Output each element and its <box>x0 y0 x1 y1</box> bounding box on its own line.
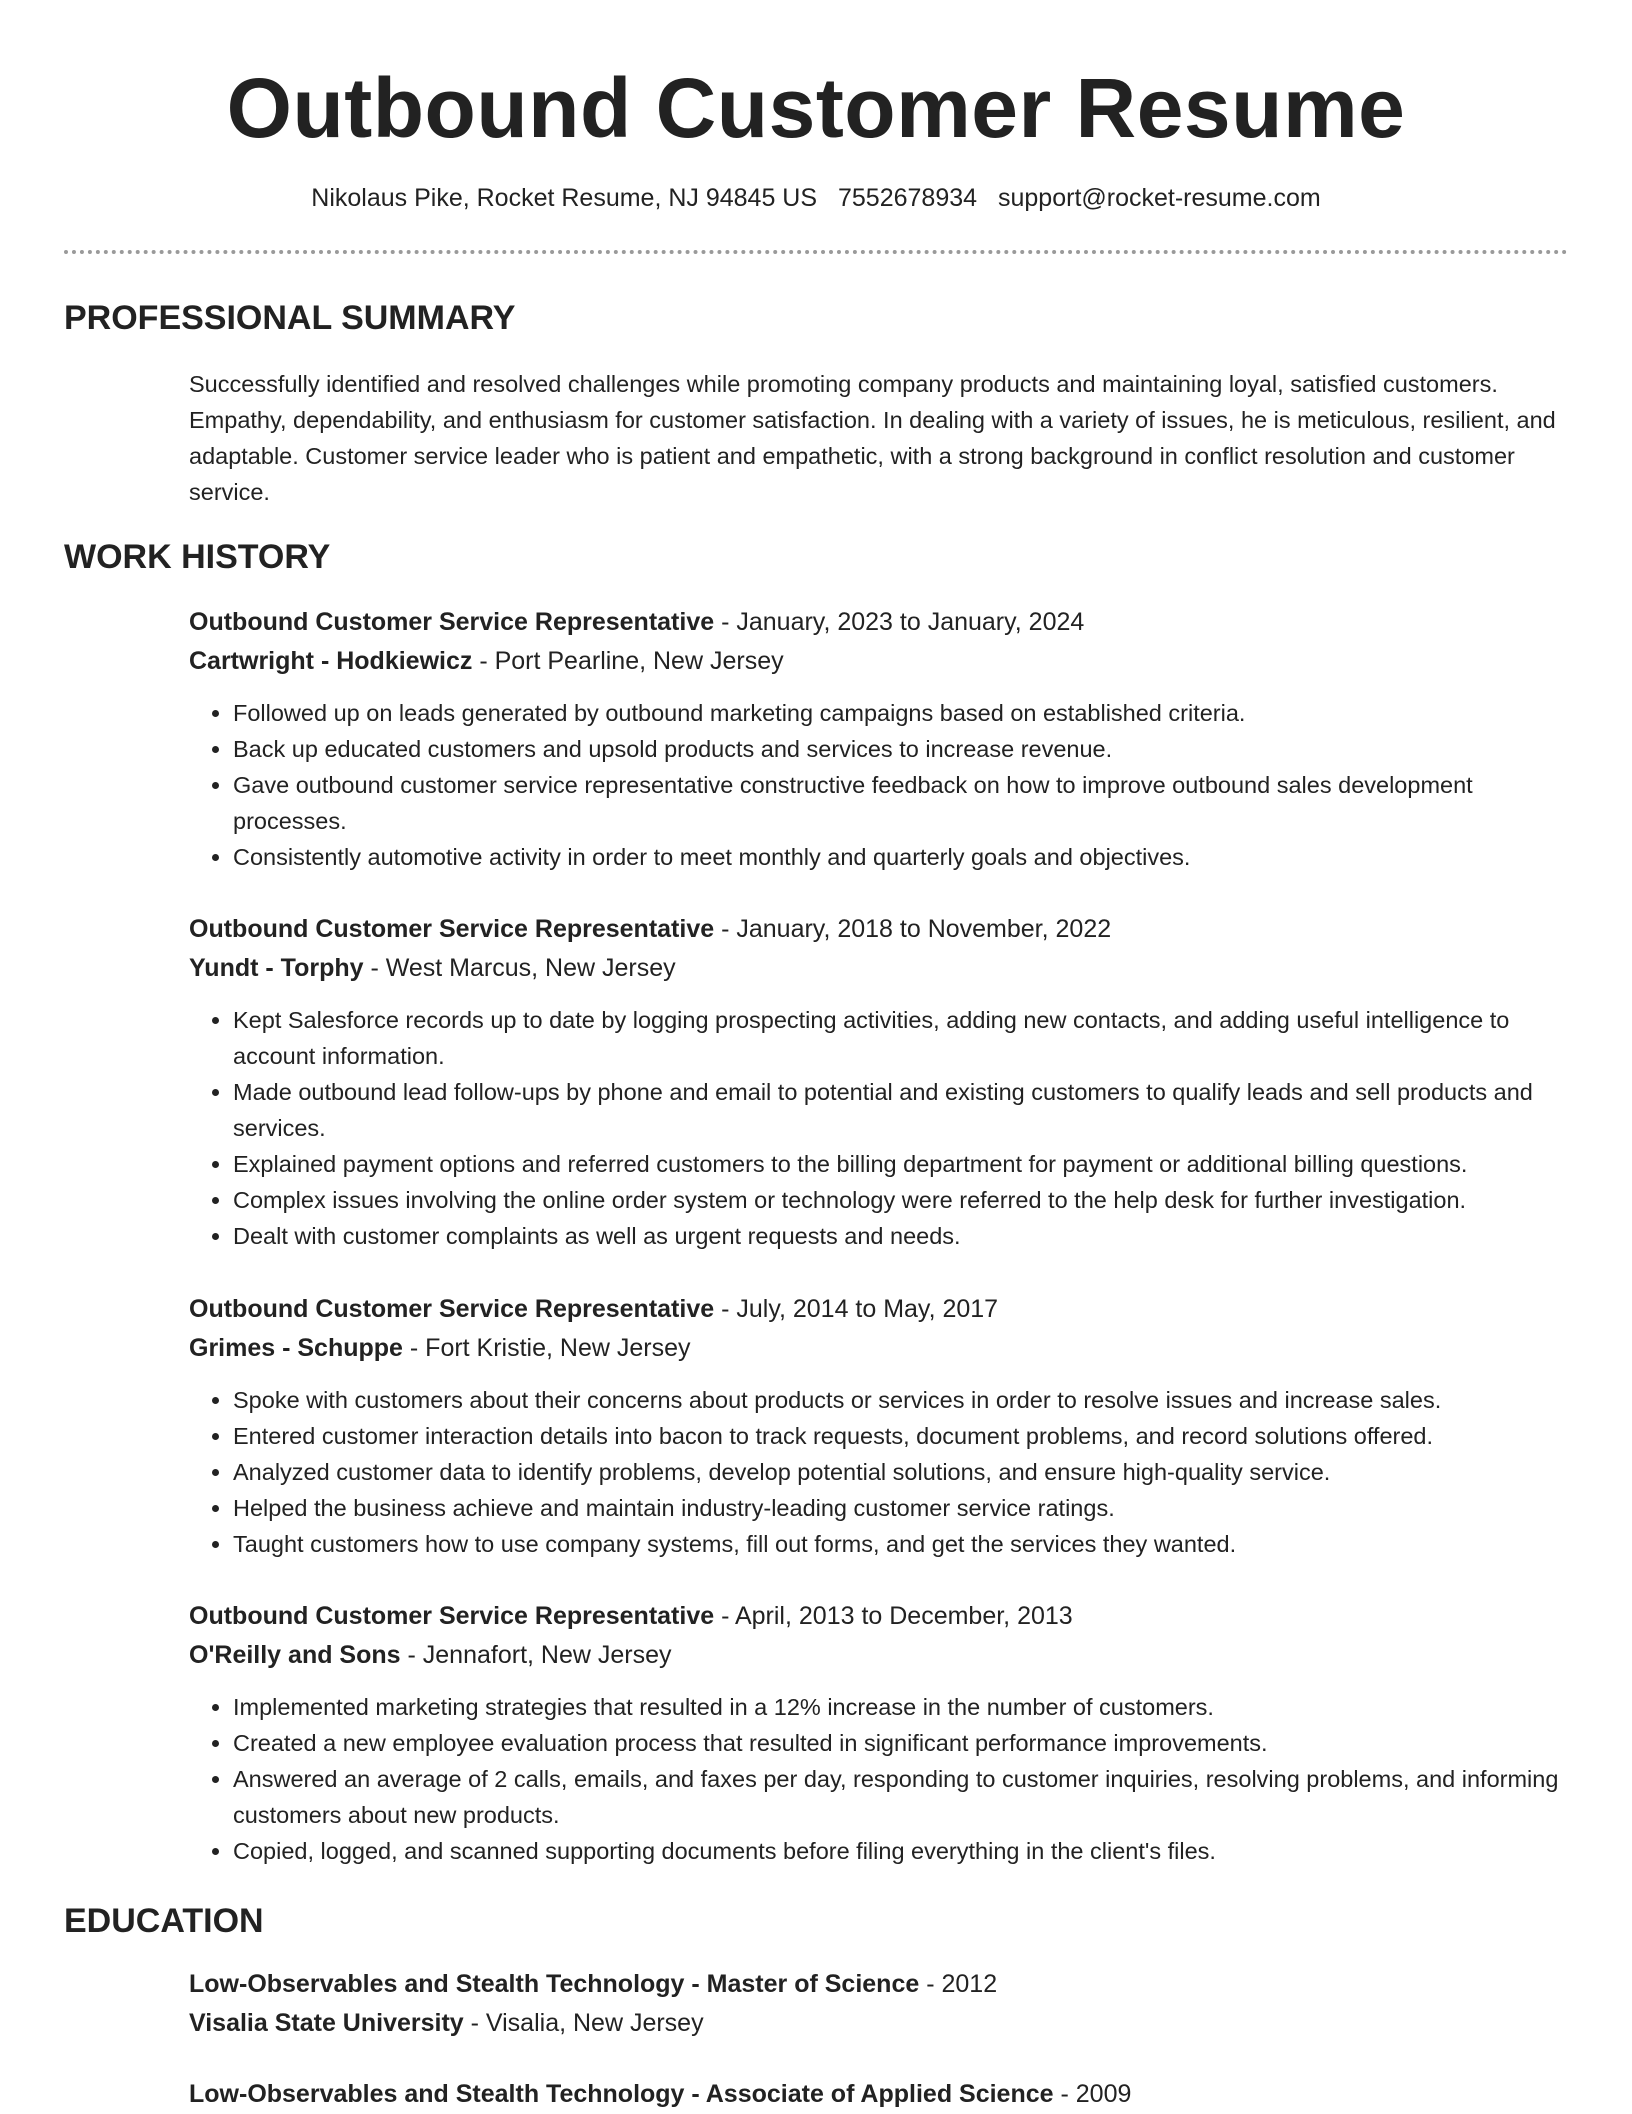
job-dates: - April, 2013 to December, 2013 <box>714 1602 1073 1630</box>
education-degree: Low-Observables and Stealth Technology - Associate of Applied Science <box>189 2080 1054 2108</box>
list-item: • Helped the business achieve and maintain industry-leading customer service ratings. <box>233 1490 1569 1526</box>
section-heading-work-history: WORK HISTORY <box>64 538 331 576</box>
resume-title: Outbound Customer Resume <box>226 61 1406 155</box>
job-company-line <box>189 1329 1569 1368</box>
education-year: - 2012 <box>919 1970 998 1998</box>
list-item: • Complex issues involving the online order system or technology were referred to the help desk for further investigation. <box>233 1182 1569 1218</box>
education-school: Visalia State University <box>189 2009 464 2037</box>
education-degree-line <box>189 2075 1569 2114</box>
list-item: • Created a new employee evaluation process that resulted in significant performance improvements. <box>233 1725 1569 1761</box>
list-item: • Entered customer interaction details into bacon to track requests, document problems, and record solutions offered. <box>233 1418 1569 1454</box>
list-item: • Spoke with customers about their concerns about products or services in order to resolve issues and increase sales. <box>233 1382 1569 1418</box>
job-title: Outbound Customer Service Representative <box>189 608 715 636</box>
job-bullets <box>189 695 1569 875</box>
contact-phone: 7552678934 <box>838 184 978 212</box>
job-title-line <box>189 603 1569 642</box>
list-item: • Explained payment options and referred customers to the billing department for payment or additional billing questions. <box>233 1146 1569 1182</box>
list-item: • Copied, logged, and scanned supporting documents before filing everything in the client's files. <box>233 1833 1569 1869</box>
job-entry <box>189 1597 1569 1869</box>
contact-email: support@rocket-resume.com <box>998 184 1321 212</box>
job-bullets <box>189 1689 1569 1869</box>
job-company: Grimes - Schuppe <box>189 1334 403 1362</box>
section-heading-summary: PROFESSIONAL SUMMARY <box>64 299 516 337</box>
education-location: - Visalia, New Jersey <box>463 2009 704 2037</box>
list-item: • Implemented marketing strategies that resulted in a 12% increase in the number of customers. <box>233 1689 1569 1725</box>
job-dates: - July, 2014 to May, 2017 <box>714 1295 999 1323</box>
job-company-line <box>189 1636 1569 1675</box>
job-dates: - January, 2018 to November, 2022 <box>714 915 1112 943</box>
list-item: • Answered an average of 2 calls, emails, and faxes per day, responding to customer inquiries, resolving problems, and informing customers about new products. <box>233 1761 1569 1833</box>
job-location: - Port Pearline, New Jersey <box>472 647 784 675</box>
education-school-line <box>189 2004 1569 2043</box>
job-entry <box>189 910 1569 1254</box>
contact-line <box>0 180 1632 216</box>
list-item: • Kept Salesforce records up to date by logging prospecting activities, adding new contacts, and adding useful intelligence to account information. <box>233 1002 1569 1074</box>
job-title-line <box>189 910 1569 949</box>
job-title-line <box>189 1597 1569 1636</box>
job-location: - Jennafort, New Jersey <box>400 1641 672 1669</box>
contact-address: Nikolaus Pike, Rocket Resume, NJ 94845 US <box>311 184 818 212</box>
job-title-line <box>189 1290 1569 1329</box>
job-company: Yundt - Torphy <box>189 954 364 982</box>
section-heading-education: EDUCATION <box>64 1902 264 1940</box>
job-location: - West Marcus, New Jersey <box>363 954 676 982</box>
job-dates: - January, 2023 to January, 2024 <box>714 608 1085 636</box>
education-degree-line <box>189 1965 1569 2004</box>
job-title: Outbound Customer Service Representative <box>189 1295 715 1323</box>
list-item: • Made outbound lead follow-ups by phone and email to potential and existing customers to qualify leads and sell products and services. <box>233 1074 1569 1146</box>
education-entry <box>189 2075 1569 2114</box>
list-item: • Taught customers how to use company systems, fill out forms, and get the services they wanted. <box>233 1526 1569 1562</box>
job-bullets <box>189 1002 1569 1254</box>
job-entry <box>189 603 1569 875</box>
job-company-line <box>189 949 1569 988</box>
summary-text: Successfully identified and resolved challenges while promoting company products and maintaining loyal, satisfied customers. Empathy, dependability, and enthusiasm for customer satisfaction. In dealing with a variety of issues, he is meticulous, resilient, and adaptable. Customer service leader who is patient and empathetic, with a strong background in conflict resolution and customer service. <box>189 371 1556 505</box>
job-bullets <box>189 1382 1569 1562</box>
job-entry <box>189 1290 1569 1562</box>
list-item: • Back up educated customers and upsold products and services to increase revenue. <box>233 731 1569 767</box>
list-item: • Dealt with customer complaints as well as urgent requests and needs. <box>233 1218 1569 1254</box>
list-item: • Followed up on leads generated by outbound marketing campaigns based on established criteria. <box>233 695 1569 731</box>
job-company-line <box>189 642 1569 681</box>
job-title: Outbound Customer Service Representative <box>189 1602 715 1630</box>
job-company: Cartwright - Hodkiewicz <box>189 647 473 675</box>
list-item: • Gave outbound customer service representative constructive feedback on how to improve outbound sales development processes. <box>233 767 1569 839</box>
header-divider <box>64 250 1568 254</box>
education-entry <box>189 1965 1569 2043</box>
list-item: • Analyzed customer data to identify problems, develop potential solutions, and ensure high-quality service. <box>233 1454 1569 1490</box>
education-year: - 2009 <box>1053 2080 1132 2108</box>
list-item: • Consistently automotive activity in order to meet monthly and quarterly goals and objectives. <box>233 839 1569 875</box>
job-title: Outbound Customer Service Representative <box>189 915 715 943</box>
education-degree: Low-Observables and Stealth Technology - Master of Science <box>189 1970 920 1998</box>
job-location: - Fort Kristie, New Jersey <box>402 1334 691 1362</box>
job-company: O'Reilly and Sons <box>189 1641 401 1669</box>
